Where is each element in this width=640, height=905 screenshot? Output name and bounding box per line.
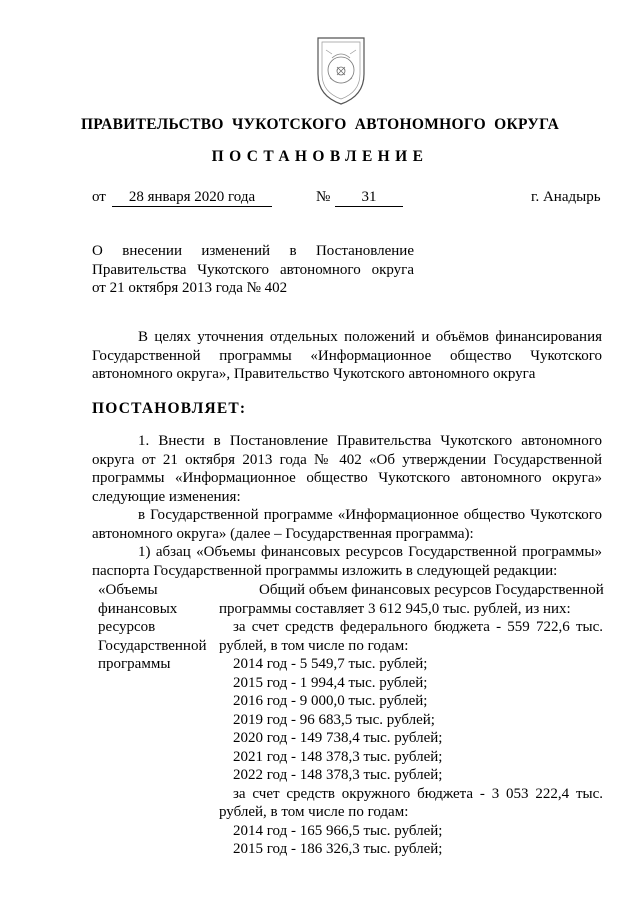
table-content-line: 2014 год - 5 549,7 тыс. рублей; (233, 656, 428, 672)
table-content-line: 2019 год - 96 683,5 тыс. рублей; (233, 711, 435, 728)
table-content-line: 2022 год - 148 378,3 тыс. рублей; (233, 767, 443, 783)
table-content-line: 2020 год - 149 738,4 тыс. рублей; (233, 730, 443, 746)
government-title: ПРАВИТЕЛЬСТВО ЧУКОТСКОГО АВТОНОМНОГО ОКРУГА (80, 116, 560, 133)
document-subject (92, 242, 414, 298)
document-date-value: 28 января 2020 года (112, 189, 272, 207)
table-content-line: за счет средств федерального бюджета - 559 722,6 тыс. (233, 619, 603, 635)
document-number-value: 31 (335, 189, 403, 207)
table-label-line: «Объемы (98, 582, 158, 598)
preamble-line: Государственной программы «Информационное общество Чукотского (92, 347, 602, 364)
table-content-line: Общий объем финансовых ресурсов Государственной (259, 582, 604, 598)
preamble-line: автономного округа», Правительство Чукотского автономного округа (92, 366, 536, 382)
table-content-line: 2015 год - 186 326,3 тыс. рублей; (233, 841, 443, 857)
table-label-line: финансовых (98, 600, 178, 617)
body-line: в Государственной программе «Информационное общество Чукотского (138, 507, 602, 523)
table-content-line: 2016 год - 9 000,0 тыс. рублей; (233, 693, 428, 709)
document-number (335, 189, 403, 207)
city-name: г. Анадырь (531, 189, 601, 205)
subject-line: от 21 октября 2013 года № 402 (92, 280, 288, 296)
body-line: программы «Информационное общество Чукотского автономного округа» (92, 470, 602, 486)
table-content-line: рублей, в том числе по годам: (219, 637, 409, 654)
preamble-paragraph (92, 328, 602, 384)
table-content-column (219, 581, 603, 859)
body-line: 1) абзац «Объемы финансовых ресурсов Государственной программы» (138, 544, 602, 560)
coat-of-arms-emblem (306, 28, 376, 108)
document-date (112, 189, 272, 207)
table-content-line: рублей, в том числе по годам: (219, 804, 409, 820)
table-label-line: Государственной (98, 637, 207, 654)
table-label-line: ресурсов (98, 619, 156, 635)
body-line: 1. Внести в Постановление Правительства Чукотского автономного (138, 433, 602, 449)
table-content-line: 2015 год - 1 994,4 тыс. рублей; (233, 674, 428, 691)
body-line: округа от 21 октября 2013 года № 402 «Об утверждении Государственной (92, 451, 602, 468)
table-content-line: 2014 год - 165 966,5 тыс. рублей; (233, 822, 443, 839)
body-paragraph (92, 432, 602, 580)
subject-line: Правительства Чукотского автономного округа (92, 261, 414, 278)
subject-line: О внесении изменений в Постановление (92, 243, 414, 259)
table-content-line: 2021 год - 148 378,3 тыс. рублей; (233, 748, 443, 765)
table-label-line: программы (98, 656, 171, 672)
body-line: паспорта Государственной программы изложить в следующей редакции: (92, 562, 558, 579)
preamble-line: В целях уточнения отдельных положений и объёмов финансирования (138, 329, 602, 345)
body-line: следующие изменения: (92, 488, 241, 505)
document-type-title: ПОСТАНОВЛЕНИЕ (211, 148, 429, 165)
table-label-column (98, 581, 218, 674)
table-content-line: программы составляет 3 612 945,0 тыс. рублей, из них: (219, 600, 571, 617)
body-line: автономного округа» (далее – Государственная программа): (92, 525, 474, 542)
from-label: от (92, 189, 106, 205)
resolve-heading: ПОСТАНОВЛЯЕТ: (92, 400, 247, 417)
number-label: № (316, 189, 331, 205)
table-content-line: за счет средств окружного бюджета - 3 053 222,4 тыс. (233, 785, 603, 802)
